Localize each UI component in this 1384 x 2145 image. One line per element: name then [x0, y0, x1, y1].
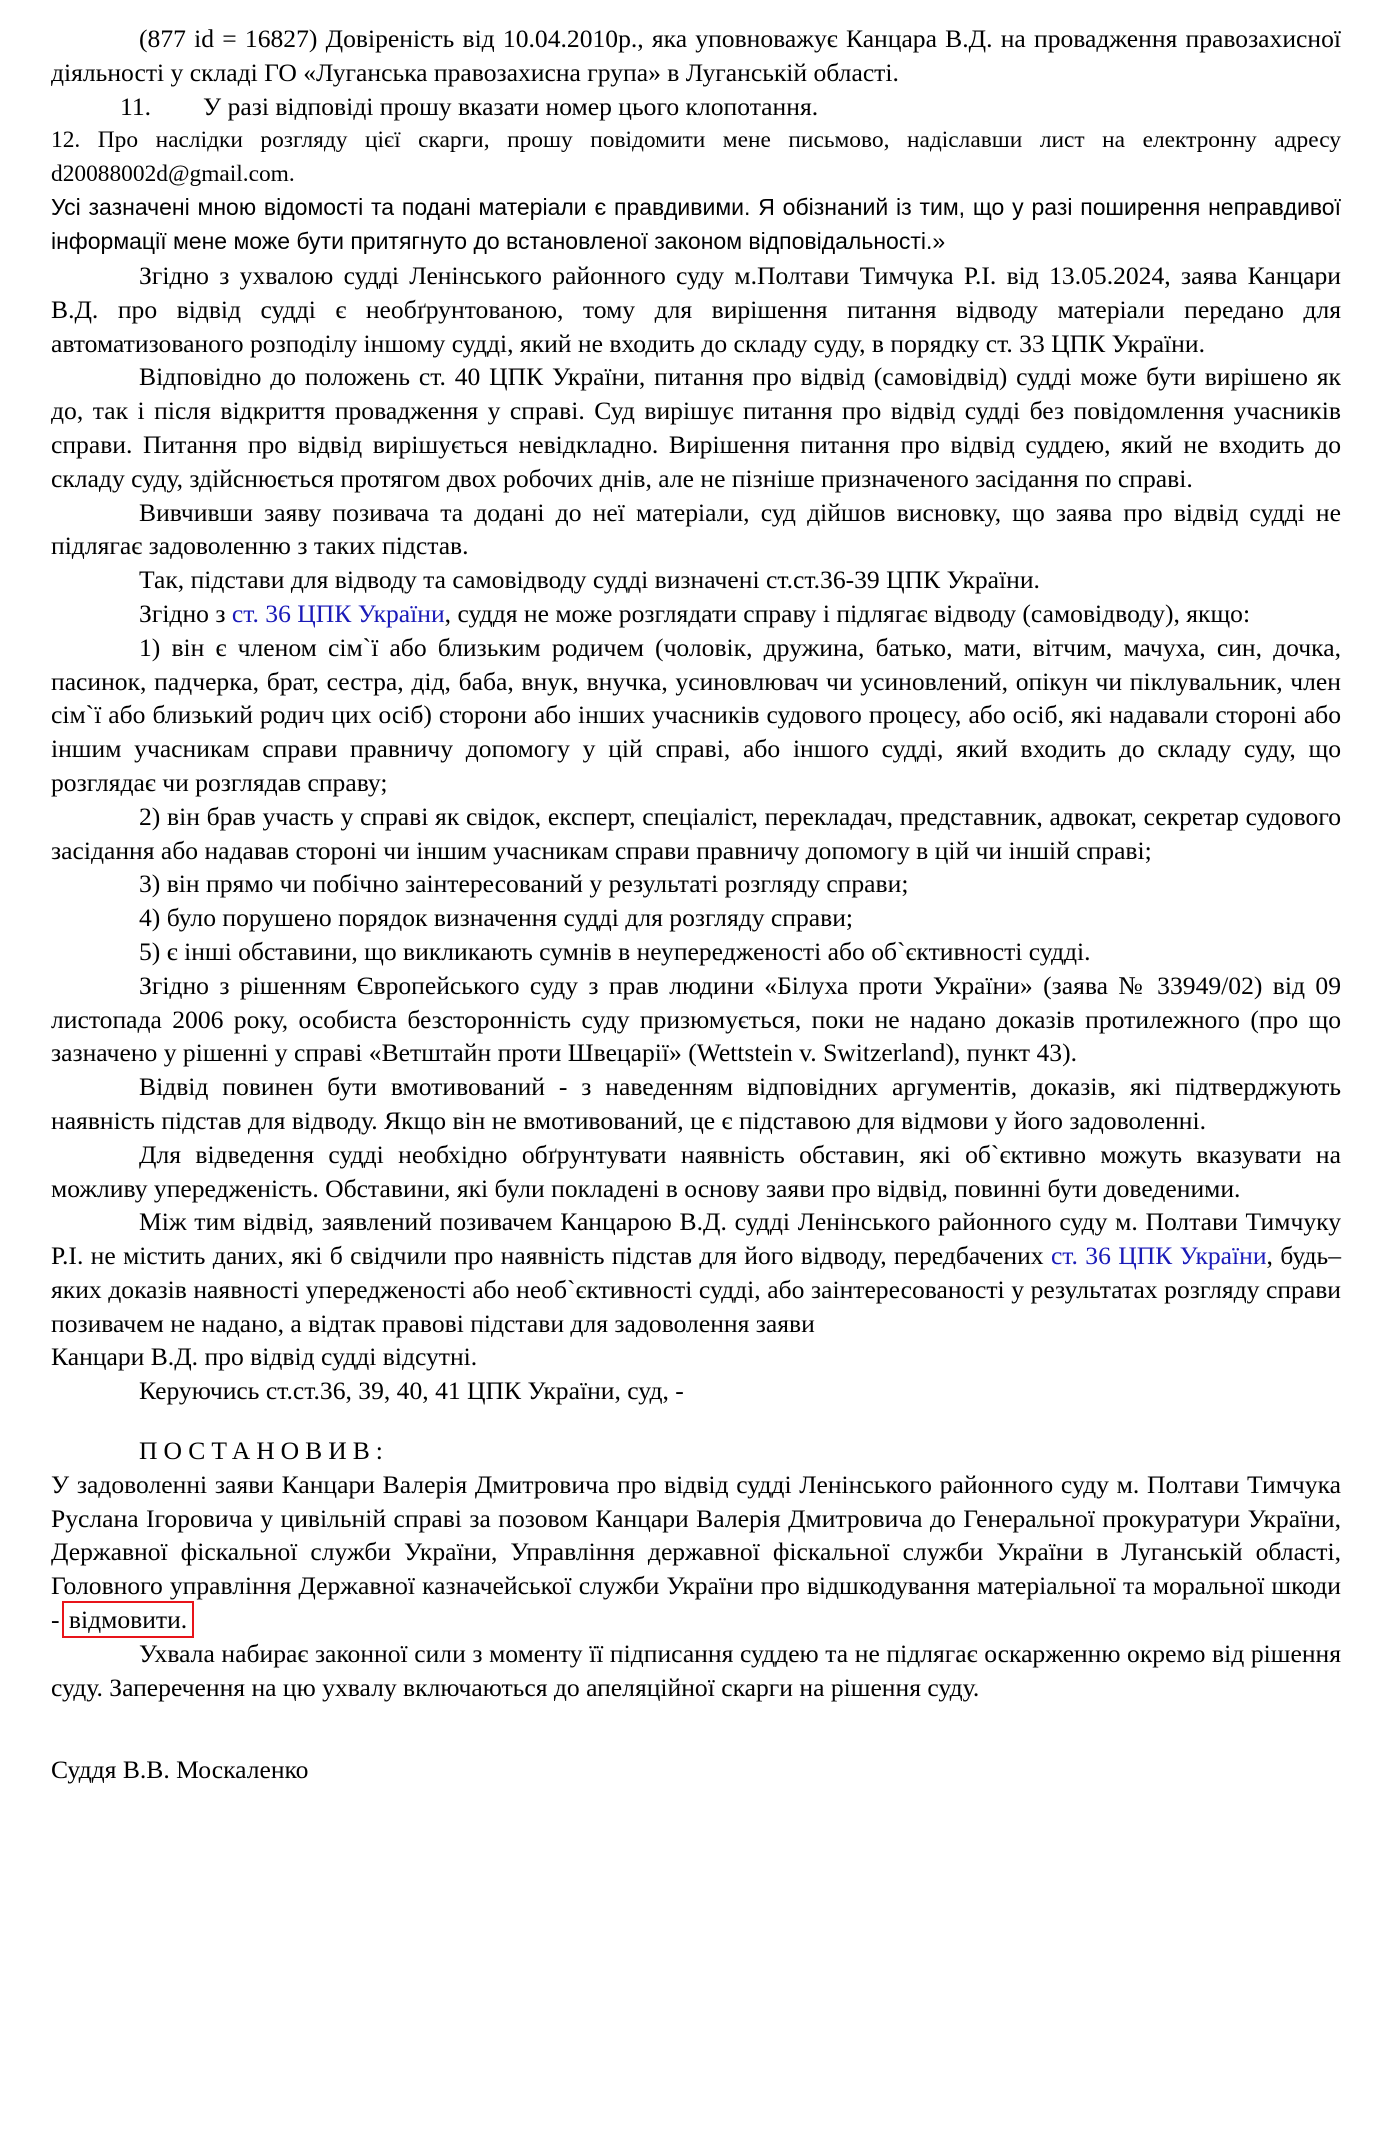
- document-page: [51, 22, 1341, 1787]
- item-12: 12. Про наслідки розгляду цієї скарги, прошу повідомити мене письмово, надіславши лист на електронну адресу d20088002d@gmail.com.: [51, 127, 1341, 188]
- list-item-2: 2) він брав участь у справі як свідок, експерт, спеціаліст, перекладач, представник, адвокат, секретар судового засідання або надавав стороні чи іншим учасникам справи правничу допомогу в цій чи іншій справі;: [51, 801, 1341, 865]
- decision-title: ПОСТАНОВИВ:: [139, 1436, 389, 1466]
- paragraph-article-36: [51, 597, 1341, 631]
- paragraph-grounds: Так, підстави для відводу та самовідводу судді визначені ст.ст.36-39 ЦПК України.: [139, 565, 1040, 595]
- paragraph-court-conclusion: Вивчивши заяву позивача та додані до неї матеріали, суд дійшов висновку, що заява про відвід судді не підлягає задоволенню з таких підстав.: [51, 497, 1341, 561]
- paragraph-article-40: Відповідно до положень ст. 40 ЦПК України, питання про відвід (самовідвід) судді може бути вирішено як до, так і після відкриття провадження у справі. Суд вирішує питання про відвід судді без повідомлення учасників справи. Питання про відвід вирішується невідкладно. Вирішення питання про відвід суддею, який не входить до складу суду, здійснюється протягом двох робочих днів, але не пізніше призначеного засідання по справі.: [51, 362, 1341, 493]
- decision-body: У задоволенні заяви Канцари Валерія Дмитровича про відвід судді Ленінського районного суду м. Полтави Тимчука Руслана Ігоровича у цивільній справі за позовом Канцари Валерія Дмитровича до Генеральної прокуратури України, Державної фіскальної служби України, Управління державної фіскальної служби України в Луганській області, Головного управління Державної казначейської служби України про відшкодування матеріальної та моральної шкоди -: [51, 1469, 1341, 1635]
- paragraph-entry-into-force: Ухвала набирає законної сили з моменту її підписання суддею та не підлягає оскарженню окремо від рішення суду. Заперечення на цю ухвалу включаються до апеляційної скарги на рішення суду.: [51, 1638, 1341, 1702]
- list-item-3: 3) він прямо чи побічно заінтересований у результаті розгляду справи;: [139, 869, 909, 899]
- paragraph-no-grounds-rest: , будь–яких доказів наявності упередженості або необ`єктивності судді, або заінтересованості у результатах розгляду справи позивачем не надано, а відтак правові підстави для задоволення заяви: [51, 1241, 1341, 1338]
- article-36-link[interactable]: ст. 36 ЦПК України: [231, 598, 445, 628]
- item-11: [51, 90, 1341, 124]
- list-item-1: 1) він є членом сім`ї або близьким родичем (чоловік, дружина, батько, мати, вітчим, мачуха, син, дочка, пасинок, падчерка, брат, сестра, дід, баба, внук, внучка, усиновлювач чи усиновлений, опікун чи піклувальник, член сім`ї або близький родич цих осіб) сторони або інших учасників судового процесу, або осіб, які надавали стороні або іншим учасникам справи правничу допомогу у цій справі, або іншого судді, який входить до складу суду, що розглядає чи розглядав справу;: [51, 632, 1341, 797]
- judge-signature: Суддя В.В. Москаленко: [51, 1755, 309, 1785]
- decision-text: [51, 1468, 1341, 1637]
- paragraph-justification: Для відведення судді необхідно обґрунтувати наявність обставин, які об`єктивно можуть вказувати на можливу упередженість. Обставини, які були покладені в основу заяви про відвід, повинні бути доведеними.: [51, 1139, 1341, 1203]
- item-11-number: 11.: [120, 91, 152, 121]
- truthfulness-note: Усі зазначені мною відомості та подані матеріали є правдивими. Я обізнаний із тим, що у разі поширення неправдивої інформації мене може бути притягнуто до встановленої законом відповідальності.»: [51, 194, 1341, 255]
- paragraph-no-grounds: [51, 1205, 1341, 1340]
- paragraph-ruling-reference: Згідно з ухвалою судді Ленінського районного суду м.Полтави Тимчука Р.І. від 13.05.2024, заява Канцари В.Д. про відвід судді є необґрунтованою, тому для вирішення питання відводу матеріали передано для автоматизованого розподілу іншому судді, який не входить до складу суду, в порядку ст. 33 ЦПК України.: [51, 260, 1341, 358]
- paragraph-echr: Згідно з рішенням Європейського суду з прав людини «Білуха проти України» (заява № 33949/02) від 09 листопада 2006 року, особиста безсторонність суду призюмується, поки не надано доказів протилежного (про що зазначено у рішенні у справі «Ветштайн проти Швецарії» (Wettstein v. Switzerland), пункт 43).: [51, 970, 1341, 1068]
- decision-highlight: відмовити.: [66, 1605, 190, 1634]
- paragraph-no-grounds-tail: Канцари В.Д. про відвід судді відсутні.: [51, 1342, 478, 1372]
- list-item-5: 5) є інші обставини, що викликають сумнів в неупередженості або об`єктивності судді.: [139, 936, 1091, 966]
- paragraph-power-of-attorney: (877 id = 16827) Довіреність від 10.04.2010р., яка уповноважує Канцара В.Д. на провадження правозахисної діяльності у складі ГО «Луганська правозахисна група» в Луганській області.: [51, 24, 1341, 87]
- paragraph-article-36-intro: Згідно з: [139, 598, 232, 628]
- paragraph-no-grounds-intro: Між тим відвід, заявлений позивачем Канцарою В.Д. судді Ленінського районного суду м. Полтави Тимчуку Р.І. не містить даних, які б свідчили про наявність підстав для його відводу, передбачених: [51, 1207, 1341, 1271]
- paragraph-article-36-rest: , суддя не може розглядати справу і підлягає відводу (самовідводу), якщо:: [444, 598, 1251, 628]
- list-item-4: 4) було порушено порядок визначення судді для розгляду справи;: [139, 903, 854, 933]
- article-36-link-2[interactable]: ст. 36 ЦПК України: [1050, 1241, 1267, 1271]
- item-11-text: У разі відповіді прошу вказати номер цього клопотання.: [203, 91, 819, 121]
- paragraph-guided-by: Керуючись ст.ст.36, 39, 40, 41 ЦПК України, суд, -: [139, 1376, 684, 1406]
- paragraph-motivation: Відвід повинен бути вмотивований - з наведенням відповідних аргументів, доказів, які підтверджують наявність підстав для відводу. Якщо він не вмотивований, це є підставою для відмови у його задоволенні.: [51, 1072, 1341, 1135]
